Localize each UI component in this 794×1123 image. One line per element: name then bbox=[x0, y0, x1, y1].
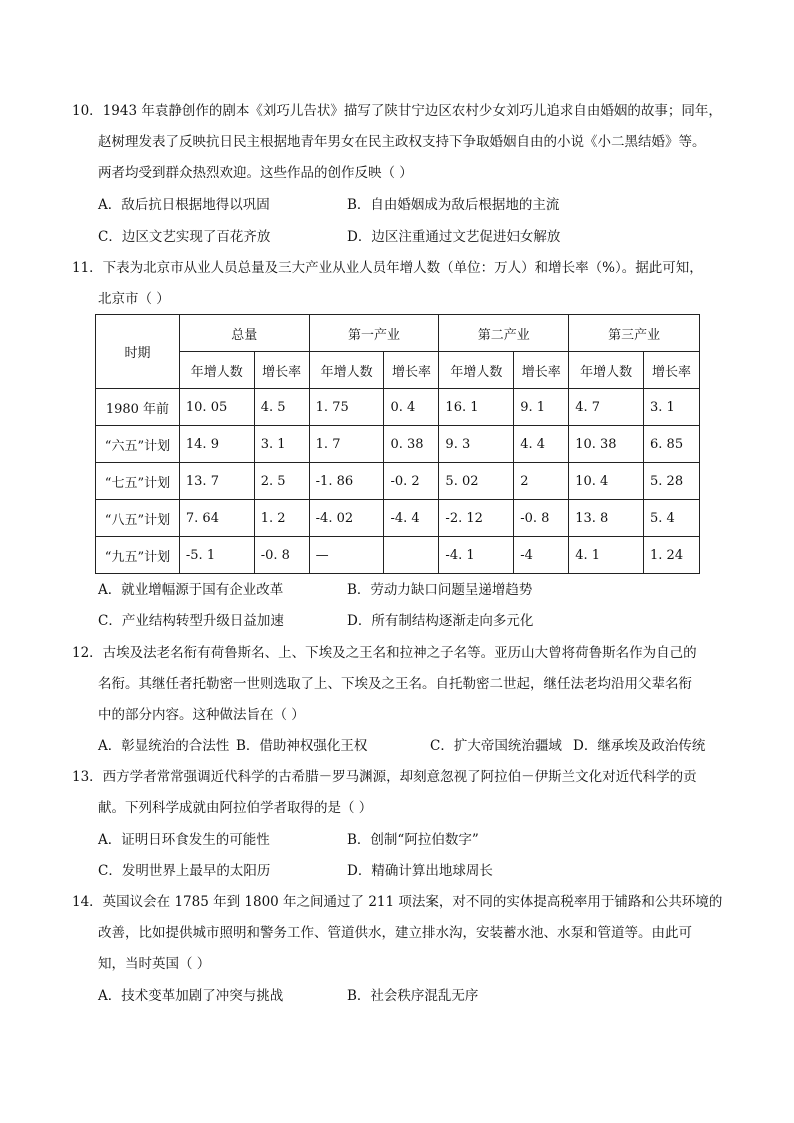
table-cell: 2. 5 bbox=[254, 463, 309, 500]
q14-line-3: 知，当时英国（ ） bbox=[98, 956, 211, 972]
table-row bbox=[96, 500, 700, 537]
table-cell: 16. 1 bbox=[439, 389, 514, 426]
table-cell: 5. 4 bbox=[644, 500, 700, 537]
q13-option-c[interactable]: C．发明世界上最早的太阳历 bbox=[98, 863, 271, 879]
table-cell: 0. 4 bbox=[384, 389, 439, 426]
table-cell: 5. 02 bbox=[439, 463, 514, 500]
table-cell: -0. 2 bbox=[384, 463, 439, 500]
table-cell: 10. 4 bbox=[569, 463, 644, 500]
table-cell: -4. 02 bbox=[309, 500, 384, 537]
subheader-increase: 年增人数 bbox=[569, 352, 644, 389]
table-row bbox=[96, 426, 700, 463]
employment-table bbox=[95, 314, 700, 574]
table-cell: 1. 75 bbox=[309, 389, 384, 426]
subheader-rate: 增长率 bbox=[644, 352, 700, 389]
q12-option-b[interactable]: B．借助神权强化王权 bbox=[236, 738, 368, 754]
q14-option-a[interactable]: A．技术变革加剧了冲突与挑战 bbox=[98, 988, 284, 1004]
q14-line-1: 14．英国议会在 1785 年到 1800 年之间通过了 211 项法案，对不同的实体提高税率用于铺路和公共环境的 bbox=[72, 894, 723, 910]
table-cell: -4. 4 bbox=[384, 500, 439, 537]
table-cell: -0. 8 bbox=[514, 500, 569, 537]
table-cell: 4. 5 bbox=[254, 389, 309, 426]
q11-option-a[interactable]: A．就业增幅源于国有企业改革 bbox=[98, 582, 284, 598]
subheader-rate: 增长率 bbox=[514, 352, 569, 389]
q13-line-1: 13．西方学者常常强调近代科学的古希腊－罗马渊源，却刻意忽视了阿拉伯－伊斯兰文化对近代科学的贡 bbox=[72, 769, 697, 785]
header-primary: 第一产业 bbox=[309, 315, 439, 352]
q14-option-b[interactable]: B．社会秩序混乱无序 bbox=[347, 988, 479, 1004]
header-total: 总量 bbox=[179, 315, 309, 352]
row-period: “六五”计划 bbox=[96, 426, 180, 463]
table-cell: 6. 85 bbox=[644, 426, 700, 463]
q10-option-b[interactable]: B．自由婚姻成为敌后根据地的主流 bbox=[347, 197, 560, 213]
q12-option-a[interactable]: A．彰显统治的合法性 bbox=[98, 738, 230, 754]
q11-option-b[interactable]: B．劳动力缺口问题呈递增趋势 bbox=[347, 582, 533, 598]
table-row bbox=[96, 389, 700, 426]
q12-option-d[interactable]: D．继承埃及政治传统 bbox=[573, 738, 706, 754]
q13-option-a[interactable]: A．证明日环食发生的可能性 bbox=[98, 832, 270, 848]
table-cell: 10. 38 bbox=[569, 426, 644, 463]
subheader-rate: 增长率 bbox=[384, 352, 439, 389]
q13-option-d[interactable]: D．精确计算出地球周长 bbox=[347, 863, 493, 879]
row-period: 1980 年前 bbox=[96, 389, 180, 426]
table-cell: 0. 38 bbox=[384, 426, 439, 463]
table-cell: 5. 28 bbox=[644, 463, 700, 500]
row-period: “七五”计划 bbox=[96, 463, 180, 500]
table-cell: — bbox=[309, 537, 384, 574]
row-period: “八五”计划 bbox=[96, 500, 180, 537]
table-cell: 13. 8 bbox=[569, 500, 644, 537]
table-cell: 9. 1 bbox=[514, 389, 569, 426]
table-cell: 2 bbox=[514, 463, 569, 500]
table-cell: -4 bbox=[514, 537, 569, 574]
table-cell bbox=[384, 537, 439, 574]
q13-option-b[interactable]: B．创制“阿拉伯数字” bbox=[347, 832, 479, 848]
subheader-rate: 增长率 bbox=[254, 352, 309, 389]
table-cell: 1. 2 bbox=[254, 500, 309, 537]
subheader-increase: 年增人数 bbox=[309, 352, 384, 389]
table-cell: 7. 64 bbox=[179, 500, 254, 537]
header-secondary: 第二产业 bbox=[439, 315, 569, 352]
table-cell: 10. 05 bbox=[179, 389, 254, 426]
table-cell: 14. 9 bbox=[179, 426, 254, 463]
row-period: “九五”计划 bbox=[96, 537, 180, 574]
q10-line-2: 赵树理发表了反映抗日民主根据地青年男女在民主政权支持下争取婚姻自由的小说《小二黑结婚》等。 bbox=[98, 134, 706, 150]
q12-line-1: 12．古埃及法老名衔有荷鲁斯名、上、下埃及之王名和拉神之子名等。亚历山大曾将荷鲁斯名作为自己的 bbox=[72, 645, 697, 661]
q12-option-c[interactable]: C．扩大帝国统治疆域 bbox=[430, 738, 562, 754]
q12-line-3: 中的部分内容。这种做法旨在（ ） bbox=[98, 707, 305, 723]
table-cell: -2. 12 bbox=[439, 500, 514, 537]
header-tertiary: 第三产业 bbox=[569, 315, 700, 352]
q13-line-2: 献。下列科学成就由阿拉伯学者取得的是（ ） bbox=[98, 800, 373, 816]
subheader-increase: 年增人数 bbox=[179, 352, 254, 389]
q10-line-1: 10．1943 年袁静创作的剧本《刘巧儿告状》描写了陕甘宁边区农村少女刘巧儿追求自由婚姻的故事；同年， bbox=[72, 103, 722, 119]
q11-line-2: 北京市（ ） bbox=[98, 291, 170, 307]
q12-line-2: 名衔。其继任者托勒密一世则选取了上、下埃及之王名。自托勒密二世起，继任法老均沿用父辈名衔 bbox=[98, 676, 692, 692]
table-cell: 3. 1 bbox=[644, 389, 700, 426]
table-row bbox=[96, 537, 700, 574]
q10-option-a[interactable]: A．敌后抗日根据地得以巩固 bbox=[98, 197, 270, 213]
table-cell: 3. 1 bbox=[254, 426, 309, 463]
table-row bbox=[96, 463, 700, 500]
table-cell: 13. 7 bbox=[179, 463, 254, 500]
header-period: 时期 bbox=[96, 315, 180, 389]
q14-line-2: 改善，比如提供城市照明和警务工作、管道供水，建立排水沟，安装蓄水池、水泵和管道等。由此可 bbox=[98, 925, 692, 941]
q11-line-1: 11．下表为北京市从业人员总量及三大产业从业人员年增人数（单位：万人）和增长率（%）。据此可知， bbox=[72, 260, 703, 276]
table-cell: 9. 3 bbox=[439, 426, 514, 463]
table-cell: -0. 8 bbox=[254, 537, 309, 574]
table-cell: -1. 86 bbox=[309, 463, 384, 500]
table-cell: 1. 24 bbox=[644, 537, 700, 574]
q10-line-3: 两者均受到群众热烈欢迎。这些作品的创作反映（ ） bbox=[98, 165, 413, 181]
q11-option-c[interactable]: C．产业结构转型升级日益加速 bbox=[98, 613, 284, 629]
table-cell: 4. 7 bbox=[569, 389, 644, 426]
table-cell: 4. 4 bbox=[514, 426, 569, 463]
table-cell: -5. 1 bbox=[179, 537, 254, 574]
q11-option-d[interactable]: D．所有制结构逐渐走向多元化 bbox=[347, 613, 534, 629]
table-cell: 1. 7 bbox=[309, 426, 384, 463]
subheader-increase: 年增人数 bbox=[439, 352, 514, 389]
q10-option-d[interactable]: D．边区注重通过文艺促进妇女解放 bbox=[347, 229, 561, 245]
table-cell: 4. 1 bbox=[569, 537, 644, 574]
table-cell: -4. 1 bbox=[439, 537, 514, 574]
q10-option-c[interactable]: C．边区文艺实现了百花齐放 bbox=[98, 229, 271, 245]
